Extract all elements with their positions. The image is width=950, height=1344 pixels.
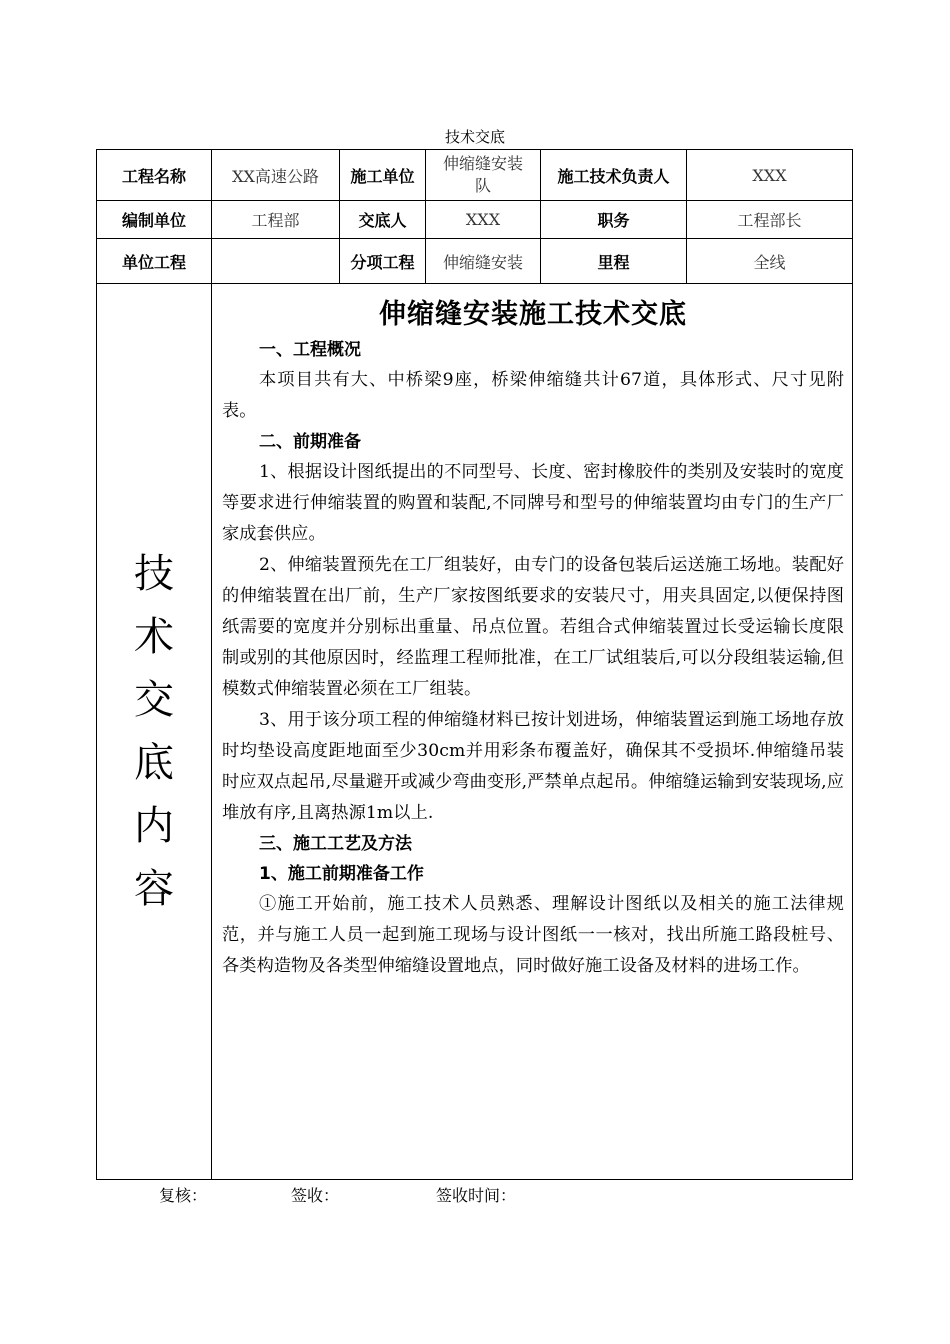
receive-time-label: 签收时间： — [436, 1186, 517, 1205]
side-char: 技 — [134, 550, 174, 597]
header-row-1 — [97, 150, 853, 201]
project-name-value: XX高速公路 — [212, 150, 340, 201]
review-label: 复核： — [159, 1186, 208, 1205]
document-title: 技术交底 — [444, 128, 505, 146]
section3-sub1-heading: 1、施工前期准备工作 — [259, 864, 424, 884]
position-label: 职务 — [541, 201, 687, 239]
side-char: 内 — [134, 802, 174, 849]
side-char: 底 — [134, 739, 174, 786]
project-name-label: 工程名称 — [97, 150, 212, 201]
position-value: 工程部长 — [687, 201, 853, 239]
section2-paragraph-2: 2、伸缩装置预先在工厂组装好，由专门的设备包装后运送施工场地。装配好的伸缩装置在出厂前，生产厂家按图纸要求的安装尺寸，用夹具固定,以便保持图纸需要的宽度并分别标出重量、吊点位置。若组合式伸缩装置过长受运输长度限制或别的其他原因时，经监理工程师批准，在工厂试组装后,可以分段组装运输,但模数式伸缩装置必须在工厂组装。 — [222, 555, 844, 699]
construction-unit-label: 施工单位 — [340, 150, 426, 201]
section1-paragraph: 本项目共有大、中桥梁9座，桥梁伸缩缝共计67道，具体形式、尺寸见附表。 — [222, 370, 844, 421]
receive-label: 签收： — [291, 1186, 340, 1205]
section1-heading: 一、工程概况 — [259, 340, 361, 360]
content-title: 伸缩缝安装施工技术交底 — [379, 299, 687, 330]
section3-heading: 三、施工工艺及方法 — [259, 834, 412, 854]
compiling-unit-label: 编制单位 — [97, 201, 212, 239]
side-char: 容 — [134, 865, 174, 912]
section3-paragraph-1: ①施工开始前，施工技术人员熟悉、理解设计图纸以及相关的施工法律规范，并与施工人员一起到施工现场与设计图纸一一核对，找出所施工路段桩号、各类构造物及各类型伸缩缝设置地点，同时做好施工设备及材料的进场工作。 — [222, 894, 844, 976]
content-cell — [212, 284, 853, 1180]
construction-unit-text: 伸缩缝安装队 — [442, 154, 523, 195]
section2-paragraph-1: 1、根据设计图纸提出的不同型号、长度、密封橡胶件的类别及安装时的宽度等要求进行伸缩装置的购置和装配,不同牌号和型号的伸缩装置均由专门的生产厂家成套供应。 — [222, 462, 844, 544]
section2-heading: 二、前期准备 — [259, 432, 361, 452]
section2-paragraph-3: 3、用于该分项工程的伸缩缝材料已按计划进场，伸缩装置运到施工场地存放时均垫设高度距地面至少30cm并用彩条布覆盖好，确保其不受损坏.伸缩缝吊装时应双点起吊,尽量避开或减少弯曲变形,严禁单点起吊。伸缩缝运输到安装现场,应堆放有序,且离热源1m以上. — [222, 710, 844, 823]
unit-project-value — [212, 239, 340, 284]
mileage-label: 里程 — [541, 239, 687, 284]
side-label-cell — [97, 284, 212, 1180]
side-char: 交 — [134, 676, 174, 723]
tech-lead-label: 施工技术负责人 — [541, 150, 687, 201]
presenter-value: XXX — [426, 201, 541, 239]
presenter-label: 交底人 — [340, 201, 426, 239]
compiling-unit-value: 工程部 — [212, 201, 340, 239]
sub-project-label: 分项工程 — [340, 239, 426, 284]
tech-lead-value: XXX — [687, 150, 853, 201]
mileage-value: 全线 — [687, 239, 853, 284]
side-label — [132, 543, 176, 921]
unit-project-label: 单位工程 — [97, 239, 212, 284]
header-row-3 — [97, 239, 853, 284]
content-row — [97, 284, 853, 1180]
header-row-2 — [97, 201, 853, 239]
construction-unit-value — [426, 150, 541, 201]
sub-project-value: 伸缩缝安装 — [426, 239, 541, 284]
side-char: 术 — [134, 613, 174, 660]
disclosure-form-table — [96, 149, 853, 1180]
